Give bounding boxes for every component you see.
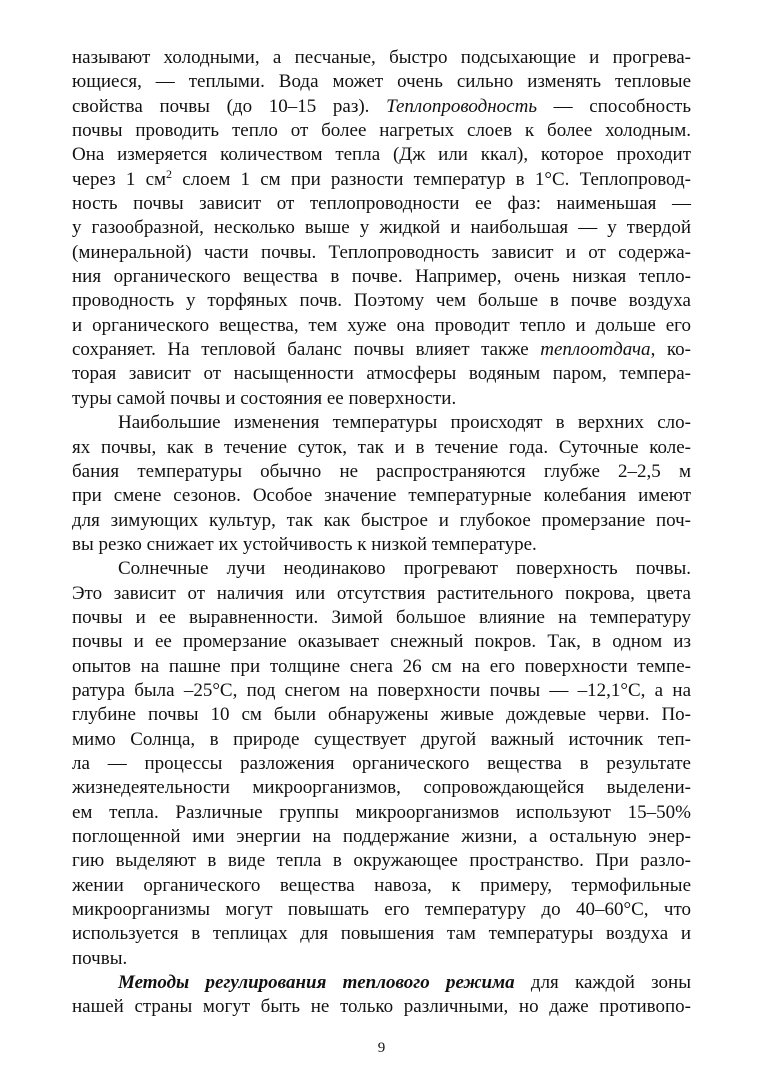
text-segment: ния органического вещества в почве. Например, очень низкая тепло- <box>72 266 691 288</box>
text-line <box>72 411 691 435</box>
text-line <box>72 971 691 995</box>
text-line <box>72 362 691 386</box>
text-line <box>72 216 691 240</box>
text-segment: почвы проводить тепло от более нагретых слоев к более холодным. <box>72 120 691 142</box>
text-line <box>72 995 691 1019</box>
text-line <box>72 630 691 654</box>
text-segment: сохраняет. На тепловой баланс почвы влияет также <box>72 339 541 361</box>
text-line <box>72 436 691 460</box>
text-line <box>72 289 691 313</box>
text-line <box>72 265 691 289</box>
text-segment: ратура была –25°С, под снегом на поверхности почвы — –12,1°С, а на <box>72 679 691 701</box>
text-segment: поглощенной ими энергии на поддержание жизни, а остальную энер- <box>72 826 691 847</box>
text-segment: микроорганизмы могут повышать его температуру до 40–60°С, что <box>72 899 691 921</box>
text-line <box>72 314 691 338</box>
text-line <box>72 922 691 946</box>
text-segment: для каждой зоны <box>514 972 691 994</box>
page-body <box>72 46 691 1020</box>
text-line <box>72 143 691 167</box>
text-segment: Она измеряется количеством тепла (Дж или ккал), которое проходит <box>72 144 691 166</box>
text-segment: торая зависит от насыщенности атмосферы водяным паром, темпера- <box>72 363 691 385</box>
text-line <box>72 898 691 922</box>
text-segment: и органического вещества, тем хуже она проводит тепло и дольше его <box>72 314 691 336</box>
emphasis-text: теплоотдача <box>540 339 651 361</box>
text-segment: , ко- <box>650 339 692 361</box>
text-line <box>72 533 691 557</box>
text-segment: ющиеся, — теплыми. Вода может очень сильно изменять тепловые <box>72 71 691 93</box>
text-segment: нашей страны могут быть не только различными, но даже противопо- <box>72 996 691 1018</box>
text-segment: через 1 см <box>72 168 167 190</box>
text-line <box>72 387 691 411</box>
text-line <box>72 338 691 362</box>
text-line <box>72 241 691 265</box>
text-segment: используется в теплицах для повышения там температуры воздуха и <box>72 923 691 945</box>
text-segment: Наибольшие изменения температуры происходят в верхних сло- <box>118 412 691 434</box>
text-line <box>72 947 691 971</box>
text-segment: ях почвы, как в течение суток, так и в течение года. Суточные коле- <box>72 436 691 458</box>
text-segment: почвы и ее промерзание оказывает снежный покров. Так, в одном из <box>72 631 691 653</box>
text-segment: опытов на пашне при толщине снега 26 см на его поверхности темпе- <box>72 655 691 677</box>
text-line <box>72 728 691 752</box>
text-line <box>72 776 691 800</box>
text-segment: туры самой почвы и состояния ее поверхности. <box>72 387 457 409</box>
superscript: 2 <box>166 166 173 181</box>
text-line <box>72 679 691 703</box>
emphasis-text: Методы регулирования теплового режима <box>118 972 515 994</box>
text-line <box>72 849 691 873</box>
text-segment: при смене сезонов. Особое значение температурные колебания имеют <box>72 485 691 507</box>
text-segment: проводность у торфяных почв. Поэтому чем больше в почве воздуха <box>72 290 691 312</box>
text-segment: ность почвы зависит от теплопроводности ее фаз: наименьшая — <box>72 193 691 215</box>
text-segment: ем тепла. Различные группы микроорганизмов используют 15–50% <box>72 801 691 823</box>
text-line <box>72 119 691 143</box>
text-line <box>72 874 691 898</box>
text-line <box>72 557 691 581</box>
text-line <box>72 509 691 533</box>
text-segment: называют холодными, а песчаные, быстро подсыхающие и прогрева- <box>72 47 691 68</box>
text-line <box>72 582 691 606</box>
text-segment: свойства почвы (до 10–15 раз). <box>72 95 387 117</box>
text-line <box>72 655 691 679</box>
text-segment: мимо Солнца, в природе существует другой важный источник теп- <box>72 728 691 750</box>
text-segment: вы резко снижает их устойчивость к низкой температуре. <box>72 533 537 555</box>
text-line <box>72 752 691 776</box>
text-line <box>72 95 691 119</box>
text-line <box>72 825 691 849</box>
text-segment: бания температуры обычно не распространяются глубже 2–2,5 м <box>72 460 691 482</box>
text-segment: жизнедеятельности микроорганизмов, сопровождающейся выделени- <box>72 777 691 799</box>
text-line <box>72 703 691 727</box>
text-line <box>72 460 691 484</box>
text-line <box>72 484 691 508</box>
text-segment: (минеральной) части почвы. Теплопроводность зависит и от содержа- <box>72 241 691 263</box>
text-line <box>72 606 691 630</box>
text-line <box>72 192 691 216</box>
text-segment: ла — процессы разложения органического вещества в результате <box>72 752 691 774</box>
text-segment: у газообразной, несколько выше у жидкой и наибольшая — у твердой <box>72 217 691 239</box>
text-segment: для зимующих культур, так как быстрое и глубокое промерзание поч- <box>72 509 691 531</box>
text-segment: Солнечные лучи неодинаково прогревают поверхность почвы. <box>118 558 691 580</box>
text-line <box>72 168 691 192</box>
page-number: 9 <box>377 1040 386 1056</box>
text-segment: слоем 1 см при разности температур в 1°С. Теплопровод- <box>172 168 691 190</box>
text-line <box>72 46 691 70</box>
text-line <box>72 801 691 825</box>
text-segment: гию выделяют в виде тепла в окружающее пространство. При разло- <box>72 850 691 872</box>
text-segment: — способность <box>536 95 692 117</box>
text-segment: почвы и ее выравненности. Зимой большое влияние на температуру <box>72 606 691 628</box>
text-line <box>72 70 691 94</box>
text-segment: жении органического вещества навоза, к примеру, термофильные <box>72 874 691 896</box>
text-segment: почвы. <box>72 947 128 969</box>
text-segment: глубине почвы 10 см были обнаружены живые дождевые черви. По- <box>72 704 691 726</box>
emphasis-text: Теплопроводность <box>386 95 537 117</box>
text-segment: Это зависит от наличия или отсутствия растительного покрова, цвета <box>72 582 691 604</box>
